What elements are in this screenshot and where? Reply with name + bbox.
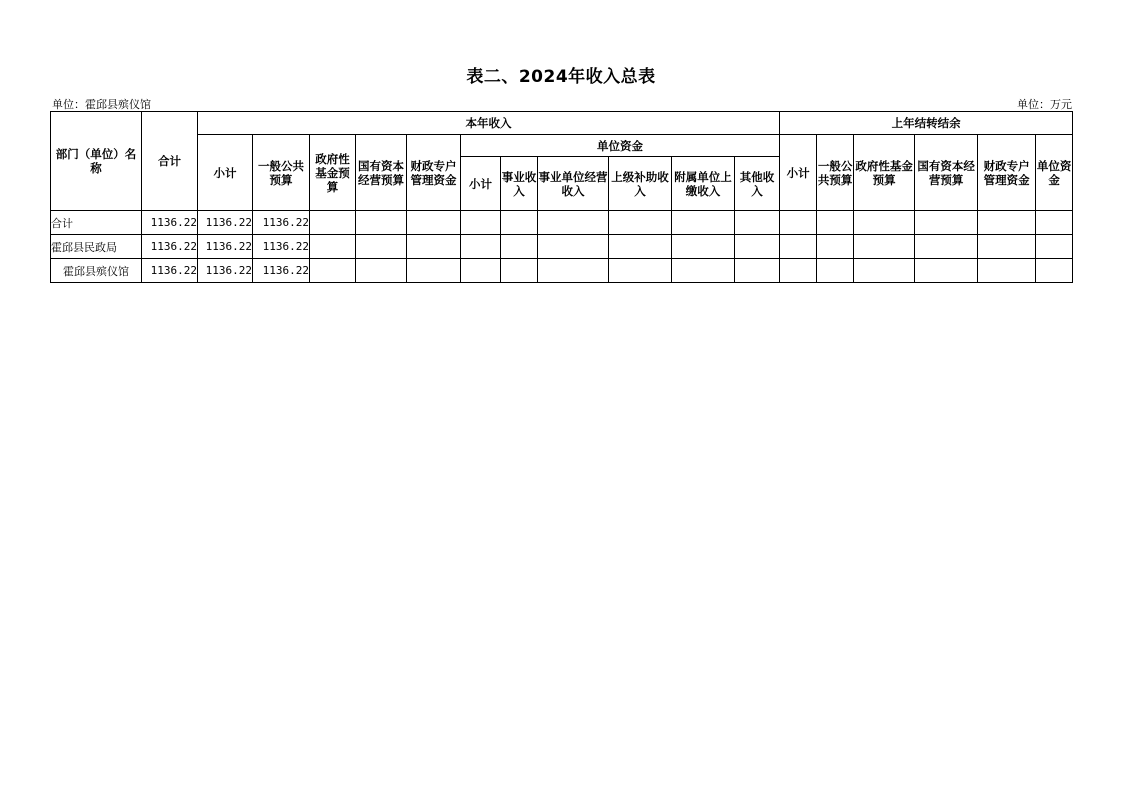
- empty-cell: [817, 211, 854, 235]
- empty-cell: [310, 235, 356, 259]
- header-superior-subsidy: 上级补助收入: [609, 157, 672, 211]
- empty-cell: [461, 211, 501, 235]
- unit-label-right: 单位：万元: [1017, 98, 1072, 111]
- empty-cell: [501, 211, 538, 235]
- empty-cell: [609, 211, 672, 235]
- row-general-budget: 1136.22: [253, 235, 310, 259]
- header-other-income: 其他收入: [735, 157, 780, 211]
- empty-cell: [407, 211, 461, 235]
- empty-cell: [780, 259, 817, 283]
- empty-cell: [538, 259, 609, 283]
- empty-cell: [356, 259, 407, 283]
- empty-cell: [672, 259, 735, 283]
- header-ly-gov-fund: 政府性基金预算: [854, 135, 915, 211]
- header-ly-subtotal: 小计: [780, 135, 817, 211]
- row-total: 1136.22: [142, 235, 198, 259]
- header-ly-unit-funds: 单位资金: [1036, 135, 1073, 211]
- header-state-capital-budget: 国有资本经营预算: [356, 135, 407, 211]
- header-uf-subtotal: 小计: [461, 157, 501, 211]
- empty-cell: [501, 259, 538, 283]
- empty-cell: [672, 235, 735, 259]
- empty-cell: [672, 211, 735, 235]
- empty-cell: [461, 259, 501, 283]
- empty-cell: [501, 235, 538, 259]
- header-business-income: 事业收入: [501, 157, 538, 211]
- header-last-year: 上年结转结余: [780, 112, 1073, 135]
- header-business-operating-income: 事业单位经营收入: [538, 157, 609, 211]
- empty-cell: [461, 235, 501, 259]
- empty-cell: [356, 235, 407, 259]
- empty-cell: [854, 235, 915, 259]
- empty-cell: [1036, 211, 1073, 235]
- row-name: 合计: [51, 211, 142, 235]
- empty-cell: [780, 235, 817, 259]
- header-this-year: 本年收入: [198, 112, 780, 135]
- empty-cell: [978, 259, 1036, 283]
- income-summary-table: [50, 111, 1073, 283]
- header-special-fund: 财政专户管理资金: [407, 135, 461, 211]
- empty-cell: [538, 235, 609, 259]
- empty-cell: [735, 235, 780, 259]
- table-row: [51, 211, 1073, 235]
- empty-cell: [1036, 259, 1073, 283]
- empty-cell: [780, 211, 817, 235]
- empty-cell: [310, 211, 356, 235]
- header-total: 合计: [142, 112, 198, 211]
- header-general-budget: 一般公共预算: [253, 135, 310, 211]
- header-unit-funds: 单位资金: [461, 135, 780, 157]
- empty-cell: [310, 259, 356, 283]
- header-ly-state-capital: 国有资本经营预算: [915, 135, 978, 211]
- empty-cell: [978, 211, 1036, 235]
- empty-cell: [978, 235, 1036, 259]
- header-dept: 部门（单位）名称: [51, 112, 142, 211]
- row-total: 1136.22: [142, 211, 198, 235]
- row-subtotal: 1136.22: [198, 235, 253, 259]
- header-affiliated-unit: 附属单位上缴收入: [672, 157, 735, 211]
- empty-cell: [407, 259, 461, 283]
- row-general-budget: 1136.22: [253, 259, 310, 283]
- header-gov-fund-budget: 政府性基金预算: [310, 135, 356, 211]
- row-subtotal: 1136.22: [198, 211, 253, 235]
- header-subtotal: 小计: [198, 135, 253, 211]
- empty-cell: [356, 211, 407, 235]
- row-name: 霍邱县民政局: [51, 235, 142, 259]
- empty-cell: [735, 211, 780, 235]
- row-subtotal: 1136.22: [198, 259, 253, 283]
- table-row: [51, 235, 1073, 259]
- empty-cell: [915, 259, 978, 283]
- row-total: 1136.22: [142, 259, 198, 283]
- empty-cell: [538, 211, 609, 235]
- header-ly-special-fund: 财政专户管理资金: [978, 135, 1036, 211]
- empty-cell: [1036, 235, 1073, 259]
- row-name: 霍邱县殡仪馆: [51, 259, 142, 283]
- empty-cell: [817, 259, 854, 283]
- empty-cell: [854, 211, 915, 235]
- empty-cell: [915, 235, 978, 259]
- empty-cell: [854, 259, 915, 283]
- empty-cell: [915, 211, 978, 235]
- empty-cell: [407, 235, 461, 259]
- empty-cell: [817, 235, 854, 259]
- empty-cell: [609, 259, 672, 283]
- header-ly-general-budget: 一般公共预算: [817, 135, 854, 211]
- empty-cell: [609, 235, 672, 259]
- table-row: [51, 259, 1073, 283]
- unit-label-left: 单位：霍邱县殡仪馆: [52, 98, 151, 111]
- page-title: 表二、2024年收入总表: [466, 67, 656, 87]
- empty-cell: [735, 259, 780, 283]
- row-general-budget: 1136.22: [253, 211, 310, 235]
